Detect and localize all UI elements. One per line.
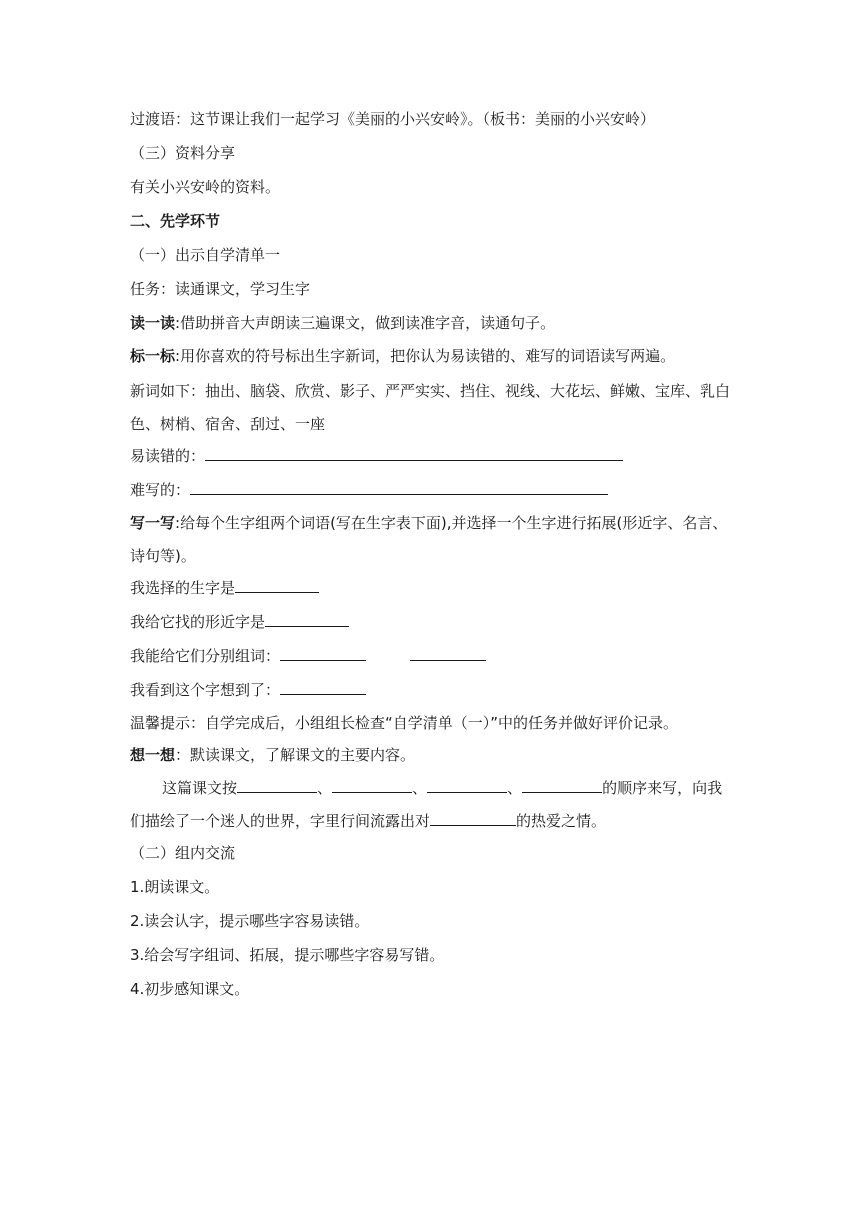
transition-line: 过渡语：这节课让我们一起学习《美丽的小兴安岭》。（板书：美丽的小兴安岭） bbox=[130, 110, 656, 128]
think-step-label: 想一想 bbox=[130, 746, 176, 764]
summary-sep-1: 、 bbox=[317, 779, 333, 797]
summary-text-c: 的热爱之情。 bbox=[516, 812, 607, 830]
mark-step bbox=[130, 340, 734, 373]
word-group-blank-2[interactable] bbox=[410, 645, 486, 661]
easy-misread-label: 易读错的： bbox=[130, 447, 206, 465]
order-blank-2[interactable] bbox=[332, 777, 412, 793]
read-step bbox=[130, 310, 734, 344]
summary-text-a: 这篇课文按 bbox=[162, 779, 238, 797]
exchange-item-4: 4.初步感知课文。 bbox=[130, 980, 250, 998]
write-step bbox=[130, 507, 734, 573]
read-step-label: 读一读 bbox=[130, 314, 176, 332]
similar-char-blank[interactable] bbox=[265, 611, 349, 627]
tip-line: 温馨提示：自学完成后，小组组长检查“自学清单（一）”中的任务并做好评价记录。 bbox=[130, 714, 679, 732]
easy-misread-blank[interactable] bbox=[205, 445, 623, 461]
mark-step-text: :用你喜欢的符号标出生字新词，把你认为易读错的、难写的词语读写两遍。 bbox=[175, 347, 676, 365]
chosen-char-label: 我选择的生字是 bbox=[130, 579, 236, 597]
chosen-char-line bbox=[130, 575, 734, 609]
write-step-text: :给每个生字组两个词语(写在生字表下面),并选择一个生字进行拓展(形近字、名言、诗句等)。 bbox=[130, 514, 728, 565]
hard-to-write-line bbox=[130, 477, 734, 511]
chosen-char-blank[interactable] bbox=[235, 577, 319, 593]
mark-step-label: 标一标 bbox=[130, 347, 176, 365]
summary-sep-2: 、 bbox=[412, 779, 428, 797]
similar-char-line bbox=[130, 609, 734, 643]
association-line bbox=[130, 677, 734, 711]
exchange-item-1: 1.朗读课文。 bbox=[130, 878, 220, 896]
think-step-text: ：默读课文，了解课文的主要内容。 bbox=[175, 746, 416, 764]
order-blank-3[interactable] bbox=[427, 777, 507, 793]
order-blank-4[interactable] bbox=[522, 777, 602, 793]
materials-text: 有关小兴安岭的资料。 bbox=[130, 178, 281, 196]
exchange-item-2: 2.读会认字，提示哪些字容易读错。 bbox=[130, 912, 370, 930]
association-blank[interactable] bbox=[280, 679, 366, 695]
think-step bbox=[130, 742, 734, 776]
read-step-text: :借助拼音大声朗读三遍课文，做到读准字音，读通句子。 bbox=[175, 314, 556, 332]
hard-to-write-blank[interactable] bbox=[190, 479, 608, 495]
section-heading-prestudy: 二、先学环节 bbox=[130, 212, 221, 230]
word-group-label: 我能给它们分别组词： bbox=[130, 647, 281, 665]
section-heading-materials: （三）资料分享 bbox=[130, 144, 236, 162]
easy-misread-line bbox=[130, 443, 734, 477]
group-exchange-heading: （二）组内交流 bbox=[130, 844, 236, 862]
hard-to-write-label: 难写的： bbox=[130, 481, 191, 499]
order-blank-1[interactable] bbox=[237, 777, 317, 793]
checklist-heading: （一）出示自学清单一 bbox=[130, 246, 281, 264]
task-line: 任务：读通课文，学习生字 bbox=[130, 280, 311, 298]
write-step-label: 写一写 bbox=[130, 514, 176, 532]
summary-paragraph bbox=[130, 772, 734, 838]
summary-sep-3: 、 bbox=[507, 779, 523, 797]
love-object-blank[interactable] bbox=[430, 810, 516, 826]
document-body bbox=[130, 106, 734, 1010]
association-label: 我看到这个字想到了： bbox=[130, 681, 281, 699]
similar-char-label: 我给它找的形近字是 bbox=[130, 613, 266, 631]
word-group-line bbox=[130, 643, 734, 677]
summary-text-b: 的顺序来写，向我们描绘了一个迷人的世界，字里行间流露出对 bbox=[130, 779, 723, 830]
exchange-item-3: 3.给会写字组词、拓展，提示哪些字容易写错。 bbox=[130, 946, 445, 964]
new-words-line: 新词如下：抽出、脑袋、欣赏、影子、严严实实、挡住、视线、大花坛、鲜嫩、宝库、乳白色、树梢、宿舍、刮过、一座 bbox=[130, 382, 731, 433]
word-group-blank-1[interactable] bbox=[280, 645, 366, 661]
